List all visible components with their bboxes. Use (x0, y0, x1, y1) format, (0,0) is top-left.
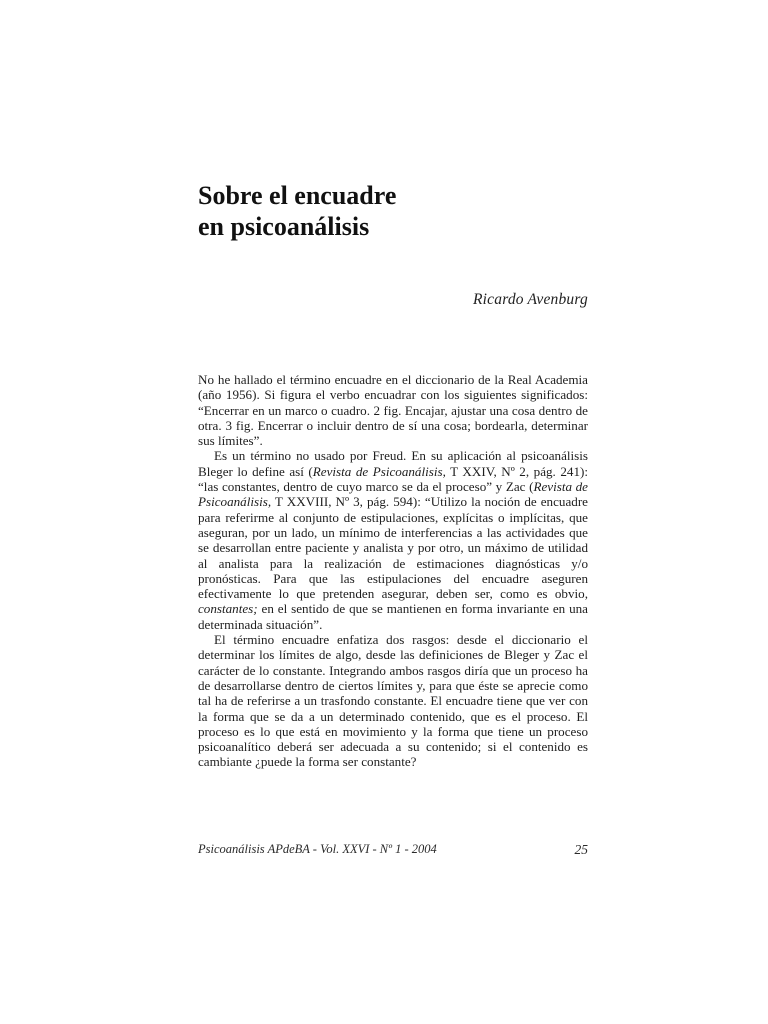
paragraph-2-text-b: T XXIV, Nº 2, pág. 241): “las constantes, dentro de cuyo marco se da el proceso” y Zac ( (198, 463, 588, 495)
journal-citation: Psicoanálisis APdeBA - Vol. XXVI - Nº 1 - 2004 (198, 842, 437, 856)
journal-reference-2: Revista de Psicoanálisis, (198, 479, 588, 510)
paragraph-2-text-c: T XXVIII, Nº 3, pág. 594): “Utilizo la noción de encuadre para referirme al conjunto de estipulaciones, explícitas o implícitas, que aseguran, por un lado, un mínimo de interferencias a las actividades que se desarrollan entre paciente y analista y por otro, un máximo de utilidad al analista para la realización de estimaciones diagnósticas y/o pronósticas. Para que las estipulaciones del encuadre aseguren efectivamente lo que pretenden asegurar, deben ser, como es obvio, (198, 494, 588, 602)
title-line-2: en psicoanálisis (198, 212, 370, 241)
emphasis-constantes: constantes; (198, 601, 258, 617)
article-body (198, 372, 588, 770)
paragraph-1: No he hallado el término encuadre en el diccionario de la Real Academia (año 1956). Si figura el verbo encuadrar con los siguientes significados: “Encerrar en un marco o cuadro. 2 fig. Encajar, ajustar una cosa dentro de otra. 3 fig. Encerrar o incluir dentro de sí una cosa; bordearla, determinar sus límites”. (198, 372, 588, 449)
title-line-1: Sobre el encuadre (198, 181, 397, 210)
page-number: 25 (574, 842, 588, 857)
paragraph-2-text-d: en el sentido de que se mantienen en forma invariante en una determinada situación”. (198, 601, 588, 632)
article-author: Ricardo Avenburg (473, 291, 588, 308)
paragraph-3: El término encuadre enfatiza dos rasgos: desde el diccionario el determinar los límites de algo, desde las definiciones de Bleger y Zac el carácter de lo constante. Integrando ambos rasgos diría que un proceso ha de desarrollarse dentro de ciertos límites y, para que éste se aprecie como tal ha de referirse a un trasfondo constante. El encuadre tiene que ver con la forma que se da a un determinado contenido, que es el proceso. El proceso es lo que está en movimiento y la forma que tiene un proceso psicoanalítico deberá ser adecuada a su contenido; si el contenido es cambiante ¿puede la forma ser constante? (198, 632, 588, 770)
paragraph-2 (198, 448, 588, 632)
journal-reference-1: Revista de Psicoanálisis, (312, 463, 446, 479)
paragraph-2-text-a: Es un término no usado por Freud. En su aplicación al psicoanálisis Bleger lo define así ( (198, 448, 588, 479)
article-title (198, 180, 598, 242)
